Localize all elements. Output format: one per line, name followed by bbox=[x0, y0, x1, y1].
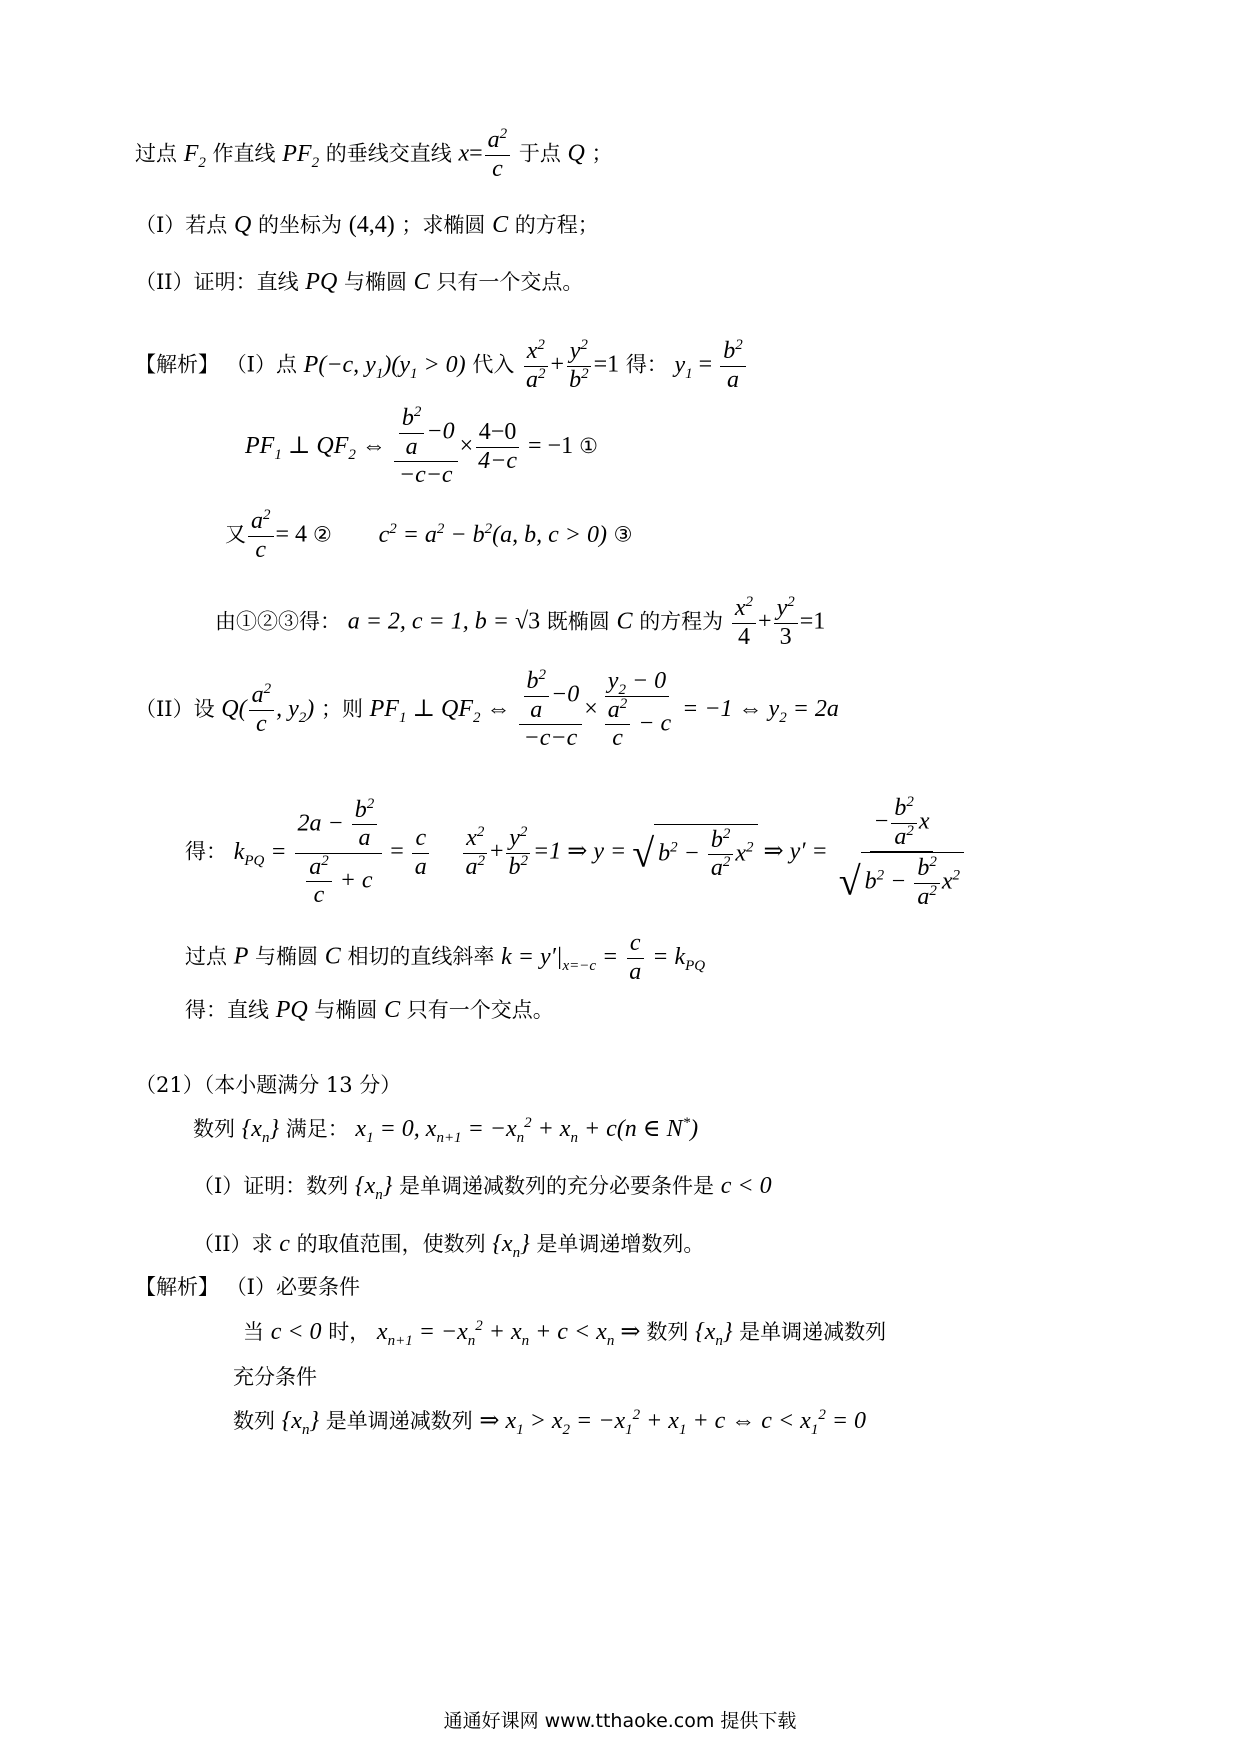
text: 时， bbox=[328, 1320, 371, 1344]
text: （II）证明：直线 bbox=[135, 270, 299, 294]
text: 与椭圆 bbox=[314, 998, 378, 1022]
text: 是单调递减数列的充分必要条件是 bbox=[399, 1174, 715, 1198]
text: 的垂线交直线 bbox=[325, 141, 452, 166]
text: 是单调递减数列 bbox=[739, 1320, 887, 1344]
label: 【解析】 bbox=[135, 352, 219, 377]
math: P(−c, $y_1)(y_1 > 0)$ bbox=[303, 351, 466, 382]
text: 数列 bbox=[646, 1320, 689, 1344]
text: 的方程为 bbox=[639, 609, 724, 634]
s21-label bbox=[135, 1277, 360, 1298]
math: $F_2$ bbox=[183, 140, 206, 171]
text: ；求椭圆 bbox=[401, 213, 486, 237]
text: （I）若点 bbox=[135, 213, 228, 237]
text: 过点 bbox=[135, 141, 177, 166]
text: ；则 bbox=[320, 696, 363, 721]
p20-part2 bbox=[135, 270, 583, 294]
p20-line1: 过点 $F_2$ 作直线 $PF_2$ 的垂线交直线 x= $\frac{a^2}{c}$ 于点 Q ； bbox=[135, 126, 613, 182]
fraction: $\frac{a^2}{c}$ bbox=[485, 127, 511, 183]
text: 又 bbox=[225, 522, 246, 547]
text: 满足： bbox=[285, 1117, 349, 1141]
s20-slope: 得： $k_{PQ}$ = 2a − $\frac{b^2}{a}$ $\frac{a^2}{c}$ + c = $\frac{c}{a}$ $\frac{x^2}{a^2}$ + $\frac{y^2}{b^2}$ =1 ⇒ y = √ $b^2$ − $\frac{b^2}{a^2}$ $x^2$ ⇒ y′ = − $\frac{b^2}{a^2}$ x √ $b^2$ − $\frac{b^2}{a^2}$ $x^2$ bbox=[185, 795, 969, 911]
text: 得： bbox=[625, 352, 668, 377]
text: （II）设 bbox=[135, 696, 215, 721]
math: Q bbox=[233, 212, 252, 238]
math: PQ bbox=[305, 269, 338, 295]
text: ； bbox=[591, 141, 613, 166]
s20-eq2: 又 $\frac{a^2}{c}$ = 4 ② $c^2 = a^2 - b^2(a$, b, c > 0) ③ bbox=[225, 507, 633, 563]
s20-conclusion: 得：直线 PQ 与椭圆 C 只有一个交点。 bbox=[185, 997, 554, 1023]
text: 当 bbox=[243, 1320, 264, 1344]
s21-when: 当 c < 0 时， $x_{n+1} = -x_n^2 + x_n + c < x_n$ ⇒ 数列 $\{x_n\}$ 是单调递减数列 bbox=[243, 1318, 887, 1349]
math: C bbox=[492, 212, 509, 238]
label: 【解析】 bbox=[135, 1275, 219, 1299]
text: 是单调递增数列。 bbox=[536, 1232, 705, 1256]
text: 的方程； bbox=[514, 213, 599, 237]
math: $PF_2$ bbox=[282, 140, 320, 171]
p21-header bbox=[135, 1075, 401, 1096]
s20-eq1: $PF_1$ ⊥ $QF_2$ ⇔ $\frac{b^2}{a}$ −0 −c−c × $\frac{4-0}{4-c}$ = −1 ① bbox=[245, 404, 598, 489]
text: （II）求 bbox=[193, 1232, 273, 1256]
text: 是单调递减数列 bbox=[325, 1409, 473, 1433]
p21-part2: （II）求 c 的取值范围，使数列 $\{x_n\}$ 是单调递增数列。 bbox=[193, 1231, 705, 1261]
p21-part1: （I）证明：数列 $\{x_n\}$ 是单调递减数列的充分必要条件是 c < 0 bbox=[193, 1173, 772, 1203]
text: 相切的直线斜率 bbox=[347, 944, 495, 969]
math: Q bbox=[567, 140, 585, 167]
text: 的坐标为 bbox=[258, 213, 343, 237]
text: （I）必要条件 bbox=[225, 1275, 360, 1299]
s21-suff bbox=[233, 1367, 317, 1388]
footer-text: 通通好课网 www.tthaoke.com 提供下载 bbox=[443, 1710, 797, 1732]
text: 数列 bbox=[193, 1117, 235, 1141]
s21-seq: 数列 $\{x_n\}$ 是单调递减数列 ⇒ $x_1 > x_2 = -x_1^2 + x_1 + c$ ⇔ $c < x_1^2 = 0$ bbox=[233, 1407, 867, 1438]
text: 数列 bbox=[233, 1409, 275, 1433]
math: (4,4) bbox=[348, 212, 395, 238]
text: 得： bbox=[185, 839, 227, 864]
text: （I）证明：数列 bbox=[193, 1174, 349, 1198]
text: 只有一个交点。 bbox=[436, 270, 584, 294]
page-footer bbox=[0, 1706, 1240, 1733]
s20-tangent: 过点 P 与椭圆 C 相切的直线斜率 $k = y'|_{x=-c}$ = $\frac{c}{a}$ = $k_{PQ}$ bbox=[185, 930, 706, 985]
text: 由①②③得： bbox=[215, 609, 341, 634]
text: 过点 bbox=[185, 944, 227, 969]
text: 与椭圆 bbox=[255, 944, 319, 969]
text: 的取值范围，使数列 bbox=[296, 1232, 486, 1256]
text: 于点 bbox=[518, 141, 561, 166]
text: 只有一个交点。 bbox=[406, 998, 554, 1022]
p20-part1 bbox=[135, 213, 599, 237]
text: （21）（本小题满分 13 分） bbox=[135, 1073, 402, 1097]
mark: ③ bbox=[613, 522, 633, 547]
text: 与椭圆 bbox=[343, 270, 407, 294]
mark: ① bbox=[579, 433, 598, 458]
text: 得：直线 bbox=[185, 998, 269, 1022]
mark: ② bbox=[313, 522, 332, 547]
text: 既椭圆 bbox=[546, 609, 610, 634]
s20-part2: （II）设 Q( $\frac{a^2}{c}$ , $y_2$) ；则 $PF_1$ ⊥ $QF_2$ ⇔ $\frac{b^2}{a}$ −0 −c−c × $y_2 - 0$ $\frac{a^2}{c}$ − c = −1 ⇔ $y_2 = 2a$ bbox=[135, 667, 839, 752]
math: $y_1$ bbox=[674, 351, 693, 382]
p21-seq: 数列 $\{x_n\}$ 满足： $x_1 = 0$, $x_{n+1} = -x_n^2 + x_n + c(n$ ∈ N*) bbox=[193, 1115, 699, 1146]
text: 充分条件 bbox=[233, 1365, 317, 1389]
s20-result: 由①②③得： a = 2, c = 1, b = √3 既椭圆 C 的方程为 $\frac{x^2}{4}$ + $\frac{y^2}{3}$ =1 bbox=[215, 594, 826, 650]
text: 作直线 bbox=[212, 141, 276, 166]
math: x bbox=[458, 140, 470, 167]
text: （I）点 bbox=[225, 352, 297, 377]
text: 代入 bbox=[472, 352, 515, 377]
math: C bbox=[413, 269, 430, 295]
s20-line1: 【解析】 （I）点 P(−c, $y_1)(y_1 > 0)$ 代入 $\frac{x^2}{a^2}$ + $\frac{y^2}{b^2}$ =1 得： $y_1$ = $\frac{b^2}{a}$ bbox=[135, 338, 748, 394]
